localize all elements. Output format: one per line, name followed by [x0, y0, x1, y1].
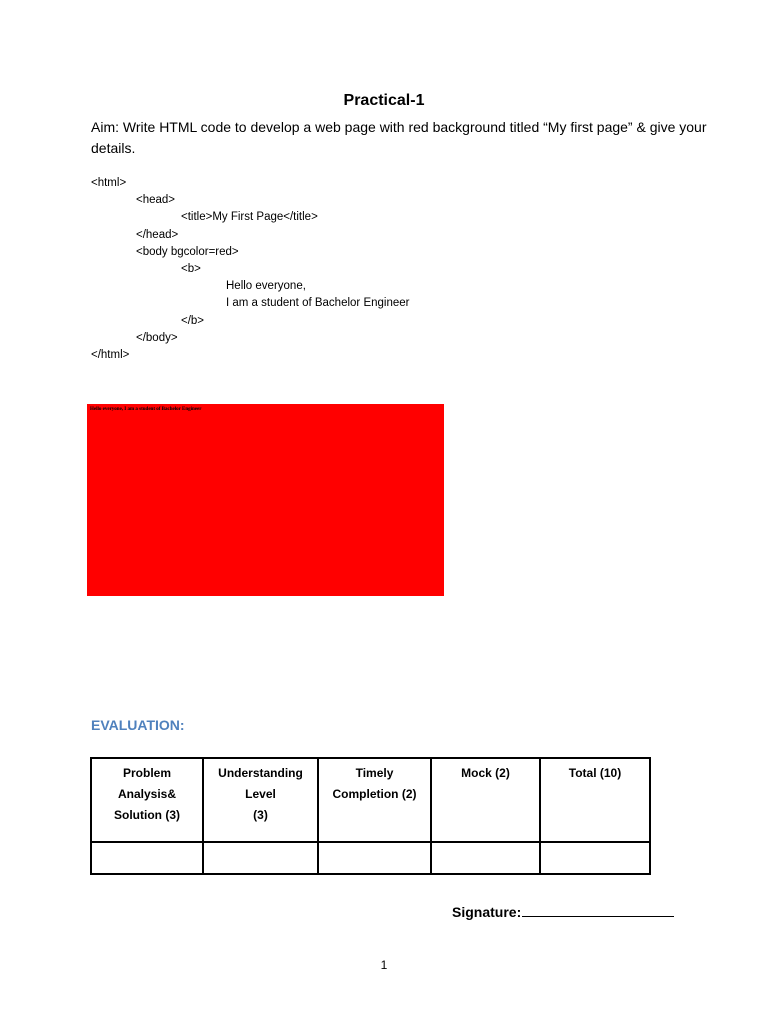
evaluation-header-row: [91, 758, 650, 842]
evaluation-header-cell: [91, 758, 203, 842]
evaluation-score-cell[interactable]: [540, 842, 650, 874]
code-line: <b>: [181, 262, 201, 275]
signature-line: [522, 902, 674, 917]
preview-text: Hello everyone, I am a student of Bachelor Engineer: [90, 407, 202, 412]
header-cell-line: Mock (2): [461, 766, 510, 780]
code-line: <body bgcolor=red>: [136, 245, 239, 258]
signature-area: [452, 902, 674, 920]
evaluation-score-cell[interactable]: [318, 842, 431, 874]
html-code-listing: [91, 175, 409, 364]
signature-label: Signature:: [452, 904, 522, 920]
code-line: I am a student of Bachelor Engineer: [226, 297, 410, 310]
aim-text: Aim: Write HTML code to develop a web page with red background titled “My first page” & give your details.: [91, 119, 707, 156]
page-title: Practical-1: [343, 92, 425, 109]
evaluation-table: [90, 757, 651, 875]
header-cell-line: Understanding: [218, 766, 303, 780]
evaluation-heading: EVALUATION:: [91, 717, 185, 733]
code-line: </html>: [91, 348, 130, 361]
code-line: <title>My First Page</title>: [181, 211, 318, 224]
code-line: Hello everyone,: [226, 280, 306, 293]
header-cell-line: (3): [253, 808, 268, 822]
header-cell-line: Analysis&: [117, 787, 177, 801]
code-line: </body>: [136, 331, 178, 344]
evaluation-value-row: [91, 842, 650, 874]
header-cell-line: Completion (2): [332, 787, 417, 801]
evaluation-header-cell: [431, 758, 540, 842]
evaluation-header-cell: [540, 758, 650, 842]
red-page-preview: [87, 404, 444, 596]
code-line: <head>: [136, 194, 176, 207]
code-line: </head>: [136, 228, 179, 241]
page-number: 1: [380, 958, 388, 972]
code-line: </b>: [181, 314, 205, 327]
header-cell-line: Problem: [122, 766, 171, 780]
evaluation-score-cell[interactable]: [431, 842, 540, 874]
header-cell-line: Solution (3): [114, 808, 180, 822]
header-cell-line: Total (10): [568, 766, 622, 780]
evaluation-score-cell[interactable]: [203, 842, 318, 874]
header-cell-line: Timely: [355, 766, 394, 780]
evaluation-header-cell: [203, 758, 318, 842]
evaluation-score-cell[interactable]: [91, 842, 203, 874]
header-cell-line: Level: [245, 787, 276, 801]
evaluation-header-cell: [318, 758, 431, 842]
code-line: <html>: [91, 177, 127, 189]
